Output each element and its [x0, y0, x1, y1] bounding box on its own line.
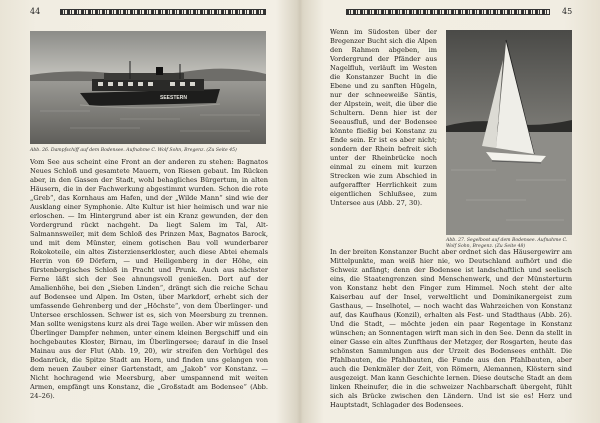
ship-name: SEESTERN [160, 95, 187, 101]
header-ornament-left [60, 9, 266, 15]
body-text-left: Vom See aus scheint eine Front an der anderen zu stehen: Bagnatos Neues Schloß und gesamtete Mauern, von Riesen gebaut. Im Rücken aber, in den Gassen der Stadt, wohl behagliches Bürgertum, in alten Häusern, die in der Fachwerkung abgestimmt wurden. Schon die rote „Greb“, das Kornhaus am Hafen, und der „Wilde Mann“ sind wie der Ausklang einer Symphonie. Alte Kultur ist hier heimisch und war nie erloschen. — Im Hintergrund aber ist ein Kranz gewunden, der den Vordergrund rückt nachgeht. Da liegt Salem im Tal, Alt-Salmannsweiler, mit dem Schloß des Prinzen Max, Bagnatos Barock, und mit dem Münster, einem gotischen Bau voll wunderbarer Rokokoteile, ein altes Zisterzienserkloster, auch diese Abtei ehemals Herrin von 69 Dörfern, — und Heiligenberg in der Höhe, ein fürstenbergisches Schloß in Pracht und Prunk. Auch aus nächster Ferne läßt sich der See ahnungsvoll genießen. Dort auf der Amalienhöhe, bei den „Sieben Linden“, drängt sich die reiche Schau auf Bodensee und Alpen. Im Osten, über Markdorf, erhebt sich der umfassende Gehrenberg und der „Höchste“, von dem Überlinger- und Untersee erschlossen. Schwer ist es, sich von Meersburg zu trennen. Man sollte wenigstens kurz als drei Tage weilen. Aber wir müssen den Überlinger Dampfer nehmen, unter einem kleinen Bergschiff und ein hochgebautes Kloster, Birnau, im Überlingersee; darauf in die Insel Mainau aus der Flut (Abb. 19, 20), wir streifen den Vorhügel des Bodanrück, die Spitze Stadt am Horn, und finden uns gelangen von dem neuen Zauber einer Gartenstadt, am „Jakob“ vor Konstanz. — Nicht hochragend wie Meersburg, aber umspannend mit weiten Armen, empfängt uns Konstanz, die „Großstadt am Bodensee“ (Abb. 24–26). [30, 158, 268, 401]
caption-left: Abb. 26. Dampfschiff auf dem Bodensee. Aufnahme C. Wolf Sohn, Bregenz. (Zu Seite 45) [30, 148, 237, 153]
body-text-right-wrapped: Wenn im Südosten über der Bregenzer Bucht sich die Alpen den Rahmen abgeben, im Vordergrund der Pfänder aus Nagelfluh, verläuft im Westen die Konstanzer Bucht in die Ebene und zu sanften Hügeln, nur der schneeweiße Säntis, der Alpstein, weit, die über die Schultern. Denn hier ist der Seeausfluß, und der Bodensee könnte fließig bei Konstanz zu Ende sein. Er ist es aber nicht; sondern der Rhein befreit sich unter der Rheinbrücke noch einmal zu einem mit kurzen Strecken wie zum Abschied in aufgeraffter Herrlichkeit zum eigentlichen Schlußsee, zum Untersee aus (Abb. 27, 30). [330, 28, 437, 208]
sailboat-photo [446, 30, 572, 235]
page-number-left: 44 [30, 7, 41, 16]
right-page [300, 0, 600, 423]
caption-right: Abb. 27. Segelboot auf dem Bodensee. Aufnahme C. Wolf Sohn, Bregenz. (Zu Seite 48) [446, 238, 568, 249]
body-text-right-full: In der breiten Konstanzer Bucht aber ordnet sich das Häusergewirr am Mittelpunkte, man weiß hier nie, wo Deutschland aufhört und die Schweiz anfängt; denn der Bodensee ist landschaftlich und seelisch eins, die Staatengrenzen sind Menschenwerk, und der Münsterturm von Konstanz hebt den Finger zum Himmel. Noch steht der alte Kaiserbau auf der Insel, verweltlicht und Dominikanergeist zum Gasthaus, — Inselhotel, — noch wacht das Wahrzeichen von Konstanz auf, das Kaufhaus (Konzil), erhalten als Fest- und Stadthaus (Abb. 26). Und die Stadt, — möchte jeden ein paar Regentage in Konstanz wünschen; an Sonnentagen wirft man sich in den See. Denn da stellt in einer Gasse ein altes Zunfthaus der Metzger, der Rosgarten, heute das schönsten Sammlungen aus der Urzeit des Bodensees enthält. Die Pfahlbauten, die Pfahlbauten, die Funde aus den Pfahlbauten, aber auch die Denkmäler der Zeit, von Römern, Alemannen, Klöstern sind ausgezeigt. Man kann Geschichte lernen. Diese deutsche Stadt an dem linken Rheinufer, die in die schweizer Nachbarschaft übergeht, fühlt sich als Brücke zwischen den Ländern. Und ist sie es! Herz und Hauptstadt, Schlagader des Bodensees. [330, 248, 572, 410]
steamship-photo [30, 31, 266, 144]
header-ornament-right [346, 9, 550, 15]
page-number-right: 45 [562, 7, 573, 16]
